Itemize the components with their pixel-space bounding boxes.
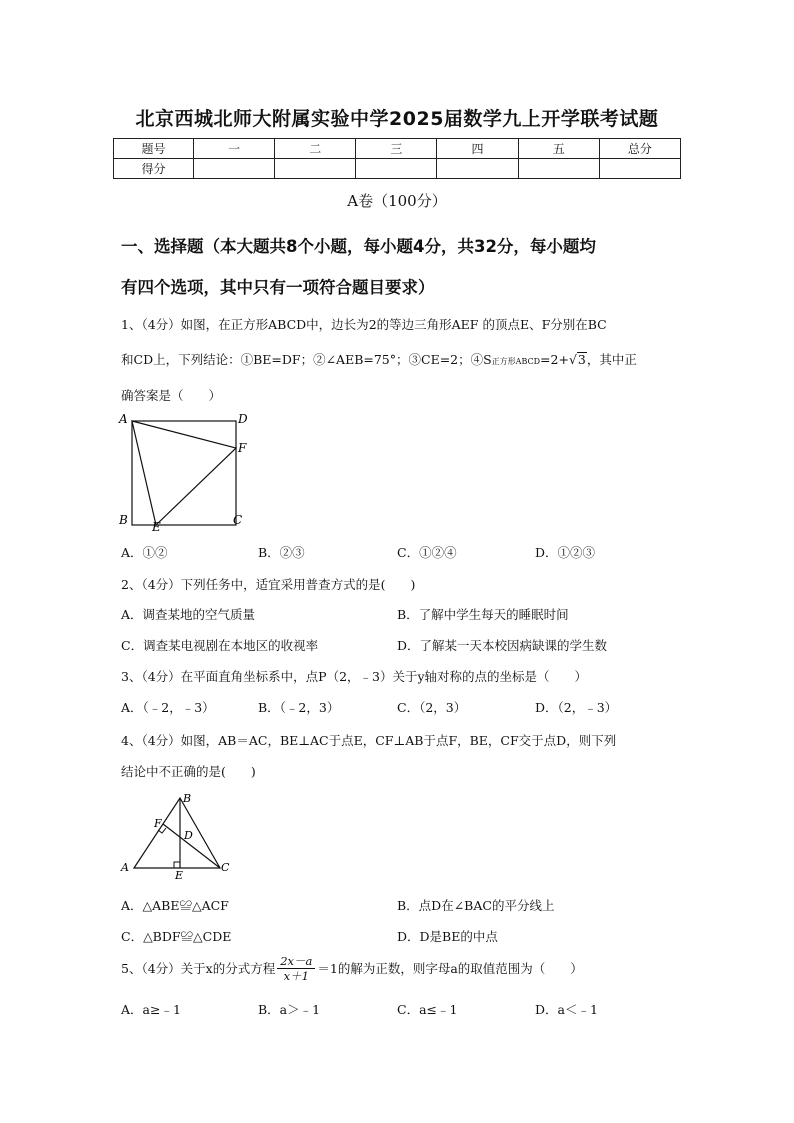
exam-title: 北京西城北师大附属实验中学2025届数学九上开学联考试题 [135,108,659,130]
score-header-cell: 题号 [114,139,194,159]
score-header-cell: 一 [194,139,275,159]
score-cell [275,159,356,179]
q4-figure-triangle [115,788,235,880]
q5-fraction-denominator: x＋1 [283,968,309,983]
q1-figure-square [115,408,255,534]
sqrt-symbol: √ [568,352,577,367]
label-d: D [184,829,193,842]
q1-stem-line1: 1、（4分）如图，在正方形ABCD中，边长为2的等边三角形AEF 的顶点E、F分别在BC [121,317,607,332]
q3-stem: 3、（4分）在平面直角坐标系中，点P（2，﹣3）关于y轴对称的点的坐标是（ ） [121,669,588,684]
score-cell [356,159,437,179]
q2-option-a[interactable]: A．调查某地的空气质量 [121,607,256,622]
q3-option-c[interactable]: C．（2，3） [397,700,467,715]
q2-option-b[interactable]: B．了解中学生每天的睡眠时间 [397,607,569,622]
q4-stem-line1: 4、（4分）如图，AB＝AC，BE⊥AC于点E，CF⊥AB于点F，BE，CF交于点D，则下列 [121,733,617,748]
q3-option-b[interactable]: B．（﹣2，3） [258,700,340,715]
section-heading-line2: 有四个选项，其中只有一项符合题目要求） [121,278,435,297]
q4-option-b[interactable]: B．点D在∠BAC的平分线上 [397,898,555,913]
label-e: E [175,869,184,880]
triangle-aef [132,421,236,525]
score-row-label: 得分 [114,159,194,179]
q4-option-d[interactable]: D．D是BE的中点 [397,929,498,944]
q5-option-b[interactable]: B．a＞﹣1 [258,1002,321,1017]
q1-stem-text: =2+ [540,352,569,367]
q5-fraction-numerator: 2x－a [277,954,315,969]
volume-label: A卷（100分） [347,192,447,210]
score-table-score-row [114,159,681,179]
score-header-cell: 三 [356,139,437,159]
q2-option-c[interactable]: C．调查某电视剧在本地区的收视率 [121,638,319,653]
q5-option-a[interactable]: A．a≥﹣1 [121,1002,181,1017]
q1-radicand: 3 [577,352,586,367]
score-cell [194,159,275,179]
q5-stem [121,950,583,986]
label-c: C [233,513,243,527]
label-a: A [121,861,129,874]
score-table [113,138,681,179]
score-cell [599,159,680,179]
label-f: F [154,817,162,830]
label-b: B [183,792,192,805]
q1-stem-text: 和CD上，下列结论：①BE=DF；②∠AEB=75°；③CE=2；④S [121,352,492,367]
square-abcd [132,421,236,525]
q1-option-a[interactable]: A．①② [121,545,168,560]
score-header-cell: 总分 [599,139,680,159]
q5-stem-text: ＝1的解为正数，则字母a的取值范围为（ ） [317,961,583,976]
q1-option-b[interactable]: B．②③ [258,545,305,560]
q1-option-c[interactable]: C．①②④ [397,545,457,560]
section-heading-line1: 一、选择题（本大题共8个小题，每小题4分，共32分，每小题均 [121,237,596,256]
q5-option-c[interactable]: C．a≤﹣1 [397,1002,458,1017]
q5-option-d[interactable]: D．a＜﹣1 [535,1002,598,1017]
q2-stem: 2、（4分）下列任务中，适宜采用普查方式的是( ) [121,577,416,592]
q5-stem-text: 5、（4分）关于x的分式方程 [121,961,276,976]
score-header-cell: 四 [437,139,518,159]
score-cell [437,159,518,179]
q4-stem-line2: 结论中不正确的是( ) [121,764,256,779]
score-header-cell: 五 [518,139,599,159]
right-angle-mark-e [174,862,180,868]
q3-option-d[interactable]: D．（2，﹣3） [535,700,618,715]
q5-fraction [277,954,315,983]
score-cell [518,159,599,179]
q1-stem-line3: 确答案是（ ） [121,388,222,403]
q1-area-subscript: 正方形ABCD [491,357,541,366]
score-table-header-row [114,139,681,159]
q4-option-c[interactable]: C．△BDF≌△CDE [121,929,232,944]
q1-stem-line2 [121,350,637,368]
label-a: A [119,412,128,426]
label-f: F [238,441,247,455]
label-b: B [119,513,128,527]
label-d: D [238,412,248,426]
q1-stem-text: ，其中正 [586,352,637,367]
q3-option-a[interactable]: A．（﹣2，﹣3） [121,700,215,715]
label-c: C [221,861,230,874]
q4-option-a[interactable]: A．△ABE≌△ACF [121,898,229,913]
label-e: E [152,520,161,534]
q2-option-d[interactable]: D．了解某一天本校因病缺课的学生数 [397,638,608,653]
score-header-cell: 二 [275,139,356,159]
q1-option-d[interactable]: D．①②③ [535,545,596,560]
